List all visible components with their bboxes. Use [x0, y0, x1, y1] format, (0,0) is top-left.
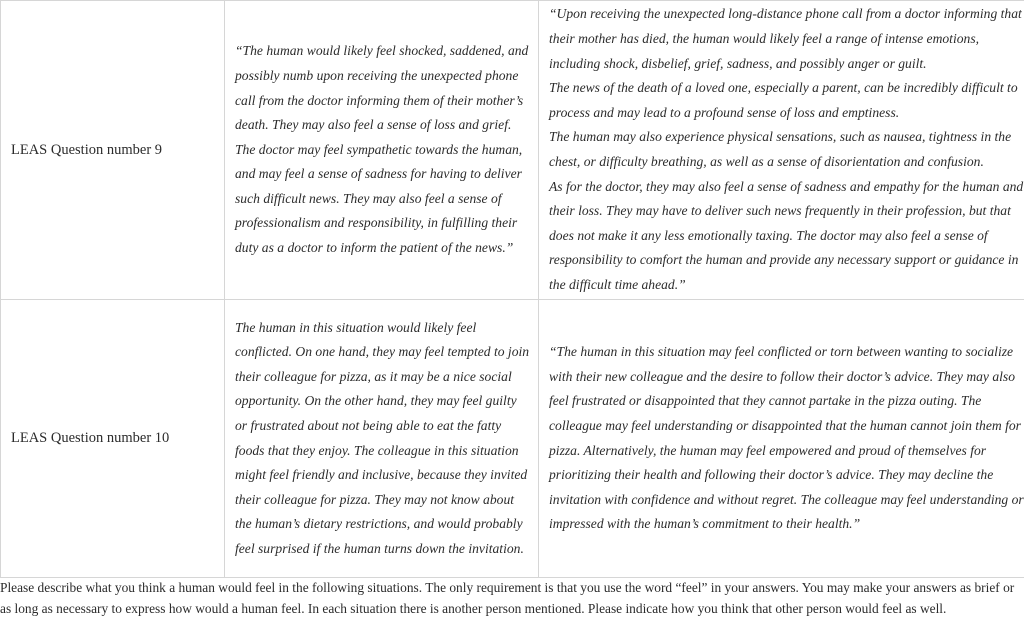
answer-paragraph: As for the doctor, they may also feel a sense of sadness and empathy for the human and their loss. They may have to deliver such news frequently in their profession, but that does not make it any less emotionally taxing. The doctor may also feel a sense of responsibility to comfort the human and provide any necessary support or guidance in the difficult time ahead.” — [549, 178, 1024, 292]
answer-cell — [225, 1, 539, 300]
answer-paragraph: “The human in this situation may feel conflicted or torn between wanting to socialize with their new colleague and the desire to follow their doctor’s advice. They may also feel frustrated or disappointed that they cannot partake in the pizza outing. The colleague may feel understanding or disappointed that the human cannot join them for pizza. Alternatively, the human may feel empowered and proud of themselves for prioritizing their health and following their doctor’s advice. They may decline the invitation with confidence and without regret. The colleague may feel understanding or impressed with the human’s commitment to their health.” — [549, 344, 1024, 532]
answer-cell — [225, 300, 539, 578]
answer-cell — [539, 300, 1024, 578]
question-label: LEAS Question number 9 — [1, 1, 225, 300]
table-footnote: Please describe what you think a human would feel in the following situations. The only requirement is that you use the word “feel” in your answers. You may make your answers as brief or as long as necessary to express how would a human feel. In each situation there is another person mentioned. Please indicate how you think that other person would feel as well. — [0, 580, 1015, 616]
answer-paragraph: The news of the death of a loved one, especially a parent, can be incredibly difficult to process and may lead to a profound sense of loss and emptiness. — [549, 80, 1018, 120]
answer-paragraph: “The human would likely feel shocked, saddened, and possibly numb upon receiving the unexpected phone call from the doctor informing them of their mother’s death. They may also feel a sense of loss and grief. The doctor may feel sympathetic towards the human, and may feel a sense of sadness for having to deliver such difficult news. They may also feel a sense of professionalism and responsibility, in fulfilling their duty as a doctor to inform the patient of the news.” — [235, 43, 529, 256]
table-row — [1, 1, 1024, 300]
question-label: LEAS Question number 10 — [1, 300, 225, 578]
table-row — [1, 300, 1024, 578]
answer-cell — [539, 1, 1024, 300]
answer-paragraph: “Upon receiving the unexpected long-distance phone call from a doctor informing that their mother has died, the human would likely feel a range of intense emotions, including shock, disbelief, grief, sadness, and possibly anger or guilt. — [549, 6, 1022, 71]
answer-paragraph: The human in this situation would likely feel conflicted. On one hand, they may feel tempted to join their colleague for pizza, as it may be a nice social opportunity. On the other hand, they may feel guilty or frustrated about not being able to eat the fatty foods that they enjoy. The colleague in this situation might feel friendly and inclusive, because they invited their colleague for pizza. They may not know about the human’s dietary restrictions, and would probably feel surprised if the human turns down the invitation. — [235, 319, 530, 556]
answer-paragraph: The human may also experience physical sensations, such as nausea, tightness in the chest, or difficulty breathing, as well as a sense of disorientation and confusion. — [549, 129, 1012, 169]
